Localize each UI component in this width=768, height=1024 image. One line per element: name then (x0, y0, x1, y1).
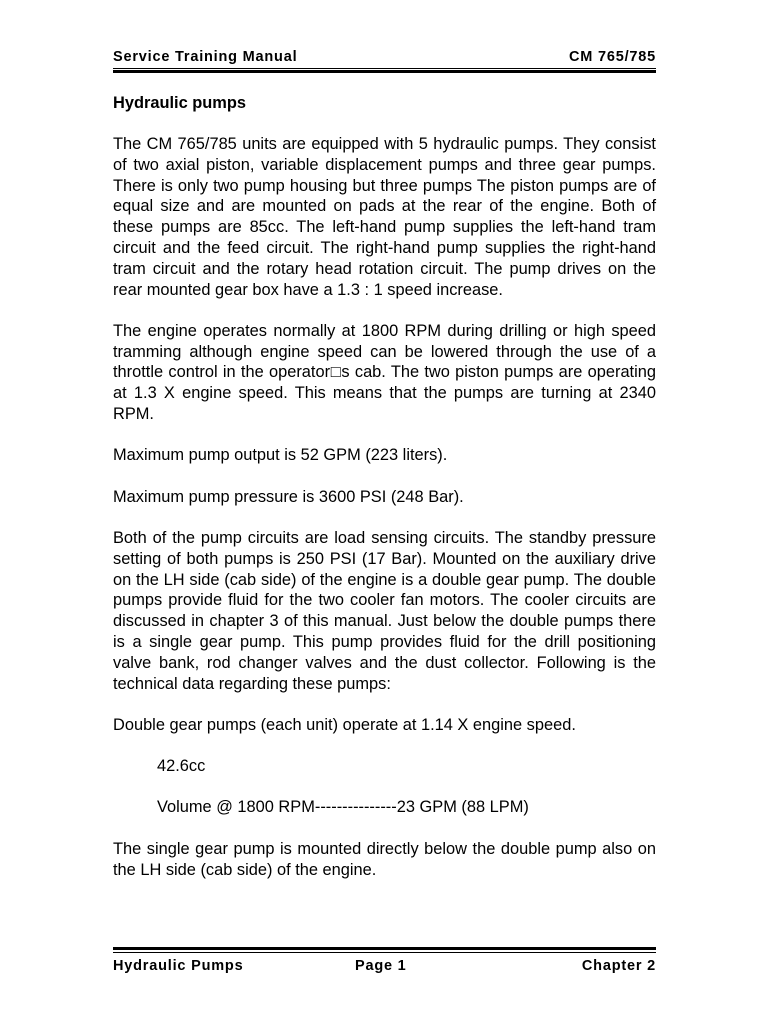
footer-rule-thin (113, 952, 656, 953)
spec-volume: Volume @ 1800 RPM---------------23 GPM (88 LPM) (157, 798, 529, 817)
paragraph-single-gear-pump: The single gear pump is mounted directly below the double pump also on the LH side (cab side) of the engine. (113, 839, 656, 879)
paragraph-max-pressure: Maximum pump pressure is 3600 PSI (248 Bar). (113, 487, 464, 506)
page-header (113, 49, 656, 69)
spec-displacement: 42.6cc (157, 757, 206, 776)
paragraph-max-output: Maximum pump output is 52 GPM (223 liters). (113, 446, 448, 465)
page-body (113, 92, 656, 901)
footer-page-number: Page 1 (355, 958, 407, 974)
section-title: Hydraulic pumps (113, 94, 246, 112)
header-manual-title: Service Training Manual (113, 49, 298, 65)
paragraph-engine-speed: The engine operates normally at 1800 RPM during drilling or high speed tramming although engine speed can be lowered through the use of a throttle control in the operator□s cab. The two piston pumps are operating at 1.3 X engine speed. This means that the pumps are turning at 2340 RPM. (113, 321, 656, 424)
paragraph-pump-overview: The CM 765/785 units are equipped with 5 hydraulic pumps. They consist of two axial piston, variable displacement pumps and three gear pumps. There is only two pump housing but three pumps The piston pumps are of equal size and are mounted on pads at the rear of the engine. Both of these pumps are 85cc. The left-hand pump supplies the left-hand tram circuit and the feed circuit. The right-hand pump supplies the right-hand tram circuit and the rotary head rotation circuit. The pump drives on the rear mounted gear box have a 1.3 : 1 speed increase. (113, 135, 656, 299)
paragraph-double-gear-speed: Double gear pumps (each unit) operate at 1.14 X engine speed. (113, 715, 576, 734)
header-model: CM 765/785 (569, 49, 656, 65)
header-rule-thick (113, 70, 656, 73)
footer-chapter: Chapter 2 (581, 958, 656, 974)
page-footer (113, 958, 656, 978)
header-rule-thin (113, 68, 656, 69)
footer-rule-thick (113, 947, 656, 950)
paragraph-load-sensing: Both of the pump circuits are load sensing circuits. The standby pressure setting of both pumps is 250 PSI (17 Bar). Mounted on the auxiliary drive on the LH side (cab side) of the engine is a double gear pump. The double pumps provide fluid for the two cooler fan motors. The cooler circuits are discussed in chapter 3 of this manual. Just below the double pumps there is a single gear pump. This pump provides fluid for the drill positioning valve bank, rod changer valves and the dust collector. Following is the technical data regarding these pumps: (113, 528, 656, 693)
footer-section-name: Hydraulic Pumps (113, 958, 244, 974)
